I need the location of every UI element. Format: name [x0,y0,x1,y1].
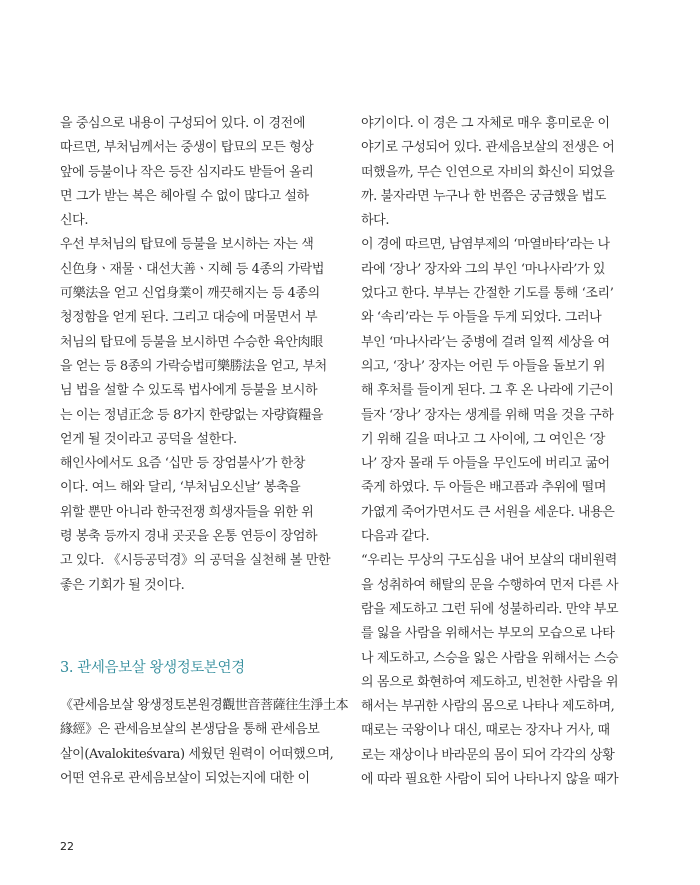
text-line: 살이(Avalokiteśvara) 세웠던 원력이 어떠했으며, [60,746,334,762]
text-line: 의고, ‘장나’ 장자는 어린 두 아들을 돌보기 위 [361,358,606,374]
text-line: 들자 ‘장나’ 장자는 생계를 위해 먹을 것을 구하 [361,407,614,423]
text-line: 얻게 될 것이라고 공덕을 설한다. [60,431,237,447]
text-line: 는 이는 정념正念 등 8가지 한량없는 자량資糧을 [60,407,324,423]
left-column [60,112,349,791]
text-line: 可樂法을 얻고 신업身業이 깨끗해지는 등 4종의 [60,286,320,302]
paragraph [60,452,334,598]
text-line: 님 법을 설할 수 있도록 법사에게 등불을 보시하 [60,383,318,399]
text-line: 때로는 국왕이나 대신, 때로는 장자나 거사, 때 [361,723,610,739]
text-line: 부인 ‘마나사라’는 중병에 걸려 일찍 세상을 여 [361,334,610,350]
text-line: 청정함을 얻게 된다. 그리고 대승에 머물면서 부 [60,310,318,326]
text-line: 령 봉축 등까지 경내 곳곳을 온통 연등이 장엄하 [60,529,318,545]
text-line: 緣經》은 관세음보살의 본생담을 통해 관세음보 [60,722,320,738]
paragraph [361,549,635,792]
text-line: 람을 제도하고 그런 뒤에 성불하리라. 만약 부모 [361,601,619,617]
text-line: 다음과 같다. [361,529,430,545]
text-line: 을 얻는 등 8종의 가락승법可樂勝法을 얻고, 부처 [60,358,327,374]
text-line: 고 있다. 《시등공덕경》의 공덕을 실천해 볼 만한 [60,553,331,569]
text-line: 이다. 여느 해와 달리, ‘부처님오신날’ 봉축을 [60,480,301,496]
text-line: 나’ 장자 몰래 두 아들을 무인도에 버리고 굶어 [361,456,610,472]
text-line: 좋은 기회가 될 것이다. [60,577,185,593]
text-line: 《관세음보살 왕생정토본원경觀世音菩薩往生淨土本 [60,697,349,713]
text-line: 기 위해 길을 떠나고 그 사이에, 그 여인은 ‘장 [361,431,606,447]
paragraph [60,694,349,791]
text-line: 처님의 탑묘에 등불을 보시하면 수승한 육안肉眼 [60,334,323,350]
text-line: 를 잃을 사람을 위해서는 부모의 모습으로 나타 [361,626,615,642]
text-line: 신다. [60,213,89,229]
text-line: 가엾게 죽어가면서도 큰 서원을 세운다. 내용은 [361,504,615,520]
text-line: 라에 ‘장나’ 장자와 그의 부인 ‘마나사라’가 있 [361,261,606,277]
text-line: 었다고 한다. 부부는 간절한 기도를 통해 ‘조리’ [361,286,614,302]
text-line: 위할 뿐만 아니라 한국전쟁 희생자들을 위한 위 [60,504,314,520]
paragraph [361,233,635,549]
text-line: 나 제도하고, 스승을 잃은 사람을 위해서는 스승 [361,650,619,666]
text-line: 로는 재상이나 바라문의 몸이 되어 각각의 상황 [361,747,615,763]
text-line: 해인사에서도 요즘 ‘십만 등 장엄불사’가 한창 [60,456,305,472]
text-line: 면 그가 받는 복은 헤아릴 수 없이 많다고 설하 [60,188,309,204]
section-heading: 3. 관세음보살 왕생정토본연경 [60,659,245,676]
text-line: 하다. [361,213,390,229]
text-line: 죽게 하였다. 두 아들은 배고픔과 추위에 떨며 [361,480,606,496]
text-line: 우선 부처님의 탑묘에 등불을 보시하는 자는 색 [60,237,314,253]
paragraph [361,112,635,233]
text-line: 을 중심으로 내용이 구성되어 있다. 이 경전에 [60,116,305,131]
text-line: 까. 불자라면 누구나 한 번쯤은 궁금했을 법도 [361,188,606,204]
text-line: 떠했을까, 무슨 인연으로 자비의 화신이 되었을 [361,164,615,180]
right-column [361,112,635,792]
paragraph [60,112,334,233]
text-line: “우리는 무상의 구도심을 내어 보살의 대비원력 [361,553,617,569]
spacer [60,598,334,656]
spacer [60,680,334,694]
text-line: 야기로 구성되어 있다. 관세음보살의 전생은 어 [361,140,615,156]
text-line: 해서는 부귀한 사람의 몸으로 나타나 제도하며, [361,699,615,715]
text-line: 의 몸으로 화현하여 제도하고, 빈천한 사람을 위 [361,674,619,690]
text-line: 에 따라 필요한 사람이 되어 나타나지 않을 때가 [361,772,619,788]
text-line: 어떤 연유로 관세음보살이 되었는지에 대한 이 [60,770,310,786]
text-line: 을 성취하여 해탈의 문을 수행하여 먼저 다른 사 [361,577,619,593]
text-line: 와 ‘속리’라는 두 아들을 두게 되었다. 그러나 [361,310,602,326]
text-line: 따르면, 부처님께서는 중생이 탑묘의 모든 형상 [60,140,314,156]
text-line: 신色身ㆍ재물ㆍ대선大善ㆍ지혜 등 4종의 가락법 [60,261,324,277]
text-line: 야기이다. 이 경은 그 자체로 매우 흥미로운 이 [361,116,610,131]
paragraph [60,233,334,452]
text-line: 해 후처를 들이게 된다. 그 후 온 나라에 기근이 [361,383,614,399]
page-number: 22 [60,840,74,853]
text-line: 앞에 등불이나 작은 등잔 심지라도 받들어 올리 [60,164,314,180]
text-line: 이 경에 따르면, 남염부제의 ‘마열바타’라는 나 [361,237,610,253]
